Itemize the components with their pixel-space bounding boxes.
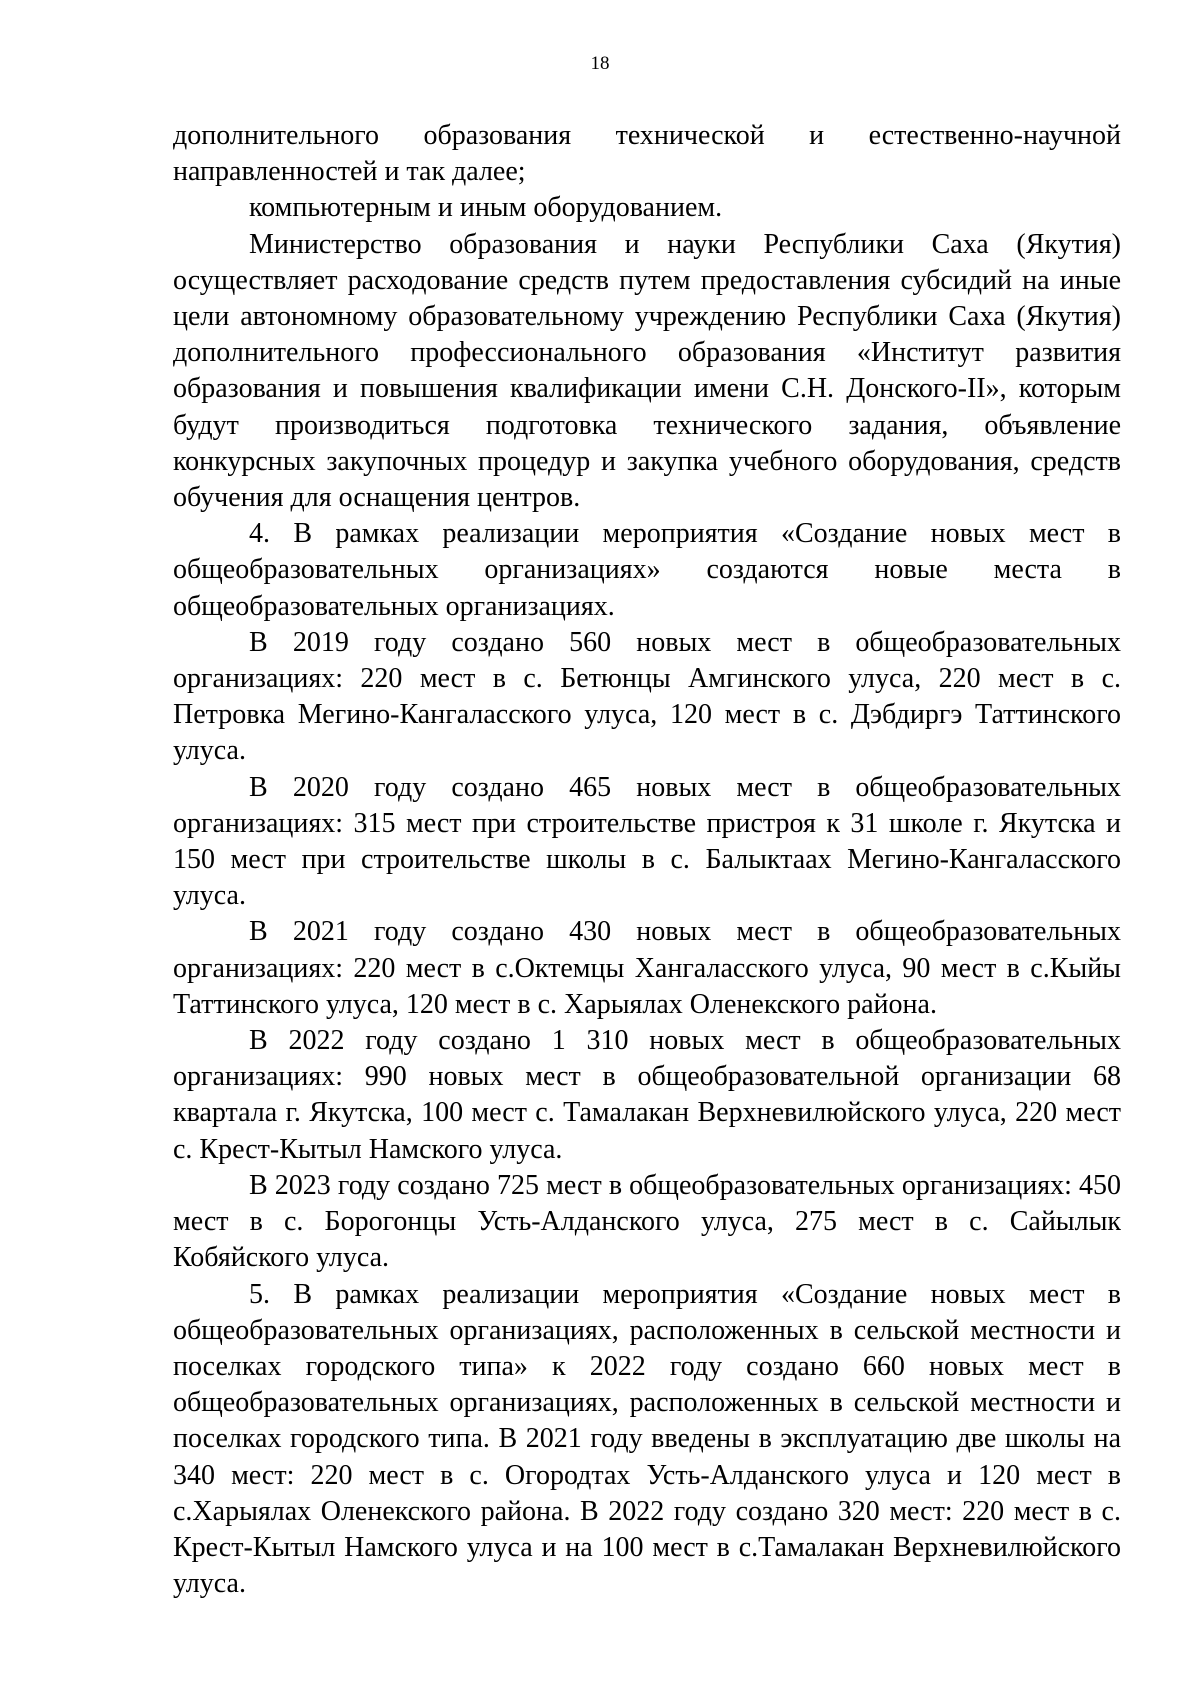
- paragraph-year-2022: В 2022 году создано 1 310 новых мест в общеобразовательных организациях: 990 новых мест в общеобразовательной организации 68 квартала г. Якутска, 100 мест с. Тамалакан Верхневилюйского улуса, 220 мест с. Крест-Кытыл Намского улуса.: [173, 1025, 1121, 1165]
- paragraph-year-2023: В 2023 году создано 725 мест в общеобразовательных организациях: 450 мест в с. Борогонцы Усть-Алданского улуса, 275 мест в с. Сайылык Кобяйского улуса.: [173, 1169, 1121, 1274]
- page-number: 18: [590, 53, 610, 74]
- paragraph-year-2021: В 2021 году создано 430 новых мест в общеобразовательных организациях: 220 мест в с.Октемцы Хангаласского улуса, 90 мест в с.Кыйы Таттинского улуса, 120 мест в с. Харыялах Оленекского района.: [173, 916, 1121, 1020]
- paragraph-equipment: компьютерным и иным оборудованием.: [249, 192, 723, 224]
- paragraph-item-5: 5. В рамках реализации мероприятия «Создание новых мест в общеобразовательных организациях, расположенных в сельской местности и поселках городского типа» к 2022 году создано 660 новых мест в общеобразовательных организациях, расположенных в сельской местности и поселках городского типа. В 2021 году введены в эксплуатацию две школы на 340 мест: 220 мест в с. Огородтах Усть-Алданского улуса и 120 мест в с.Харыялах Оленекского района. В 2022 году создано 320 мест: 220 мест в с. Крест-Кытыл Намского улуса и на 100 мест в с.Тамалакан Верхневилюйского улуса.: [173, 1278, 1121, 1600]
- paragraph-ministry: Министерство образования и науки Республики Саха (Якутия) осуществляет расходование средств путем предоставления субсидий на иные цели автономному образовательному учреждению Республики Саха (Якутия) дополнительного профессионального образования «Институт развития образования и повышения квалификации имени С.Н. Донского-II», которым будут производиться подготовка технического задания, объявление конкурсных закупочных процедур и закупка учебного оборудования, средств обучения для оснащения центров.: [173, 228, 1121, 514]
- document-body: [173, 118, 1121, 1602]
- paragraph-year-2020: В 2020 году создано 465 новых мест в общеобразовательных организациях: 315 мест при строительстве пристроя к 31 школе г. Якутска и 150 мест при строительстве школы в с. Балыктаах Мегино-Кангаласского улуса.: [173, 771, 1121, 912]
- paragraph-item-4: 4. В рамках реализации мероприятия «Создание новых мест в общеобразовательных организациях» создаются новые места в общеобразовательных организациях.: [173, 518, 1121, 622]
- paragraph-continuation: дополнительного образования технической и естественно-научной направленностей и так далее;: [173, 120, 1121, 188]
- paragraph-year-2019: В 2019 году создано 560 новых мест в общеобразовательных организациях: 220 мест в с. Бетюнцы Амгинского улуса, 220 мест в с. Петровка Мегино-Кангаласского улуса, 120 мест в с. Дэбдиргэ Таттинского улуса.: [173, 626, 1121, 767]
